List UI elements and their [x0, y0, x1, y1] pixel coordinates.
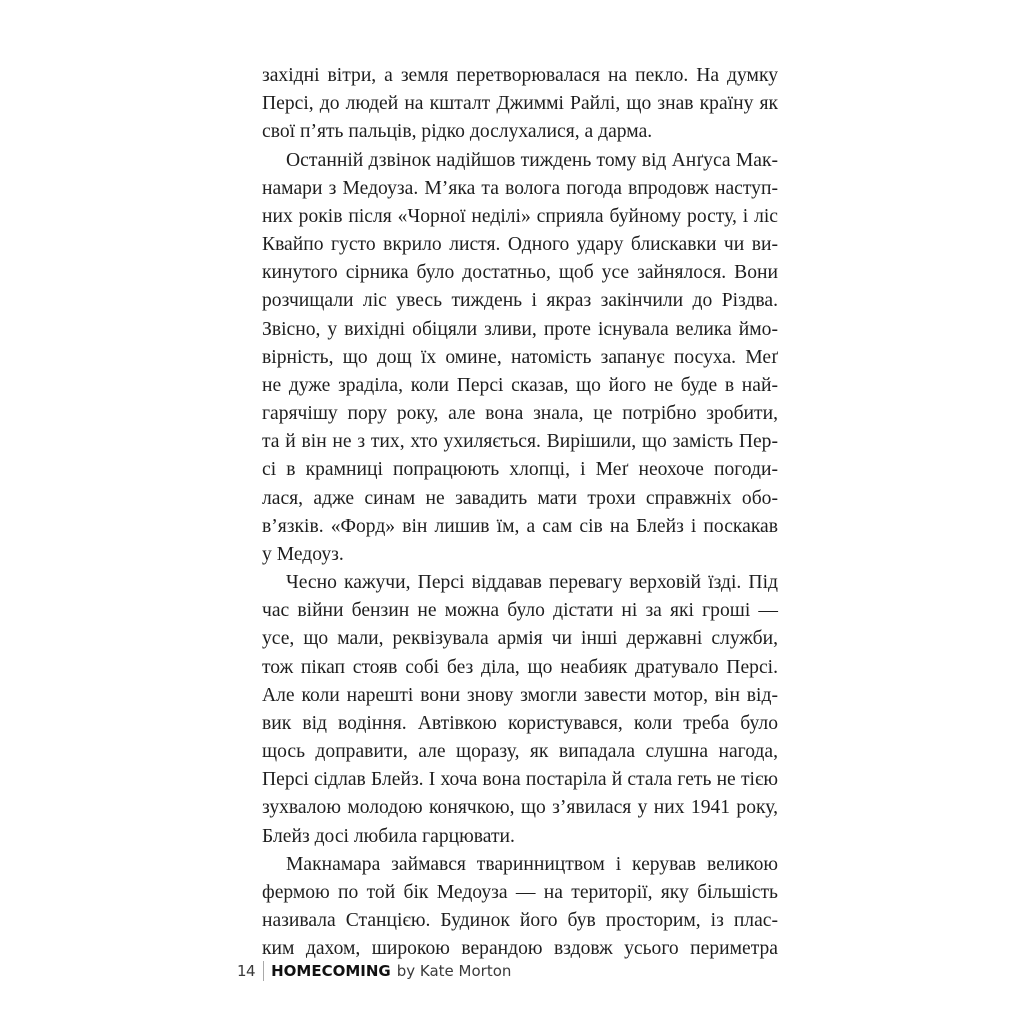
text-line: свої п’ять пальців, рідко дослухалися, а дарма. [262, 121, 653, 143]
text-line: розчищали ліс увесь тиждень і якраз закінчили до Різдва. [262, 290, 778, 312]
text-line: час війни бензин не можна було дістати ні за які гроші — [262, 600, 778, 622]
text-line: тож пікап стояв собі без діла, що неабияк дратувало Персі. [262, 656, 778, 678]
body-text [262, 62, 778, 964]
text-line: Макнамара займався тваринництвом і керував великою [286, 853, 778, 875]
text-line: в’язків. «Форд» він лишив їм, а сам сів на Блейз і поскакав [262, 515, 778, 537]
text-line: називала Станцією. Будинок його був просторим, із плас- [262, 910, 778, 932]
text-line: лася, адже синам не завадить мати трохи справжніх обо- [262, 487, 778, 509]
text-line: Квайпо густо вкрило листя. Одного удару блискавки чи ви- [262, 234, 778, 256]
book-title: HOMECOMING [271, 962, 391, 980]
text-line: намари з Медоуза. М’яка та волога погода впродовж наступ- [262, 177, 778, 199]
text-line: ким дахом, широкою верандою вздовж усього периметра [262, 938, 778, 960]
text-line: Останній дзвінок надійшов тиждень тому від Анґуса Мак- [286, 149, 778, 171]
text-line: кинутого сірника було достатньо, щоб усе зайнялося. Вони [262, 262, 778, 284]
text-line: Але коли нарешті вони знову змогли завести мотор, він від- [262, 684, 778, 706]
text-line: них років після «Чорної неділі» сприяла буйному росту, і ліс [262, 205, 778, 227]
text-line: західні вітри, а земля перетворювалася на пекло. На думку [262, 65, 778, 86]
text-line: Звісно, у вихідні обіцяли зливи, проте існувала велика ймо- [262, 318, 778, 340]
text-line: фермою по той бік Медоуза — на території, яку більшість [262, 881, 778, 903]
footer-divider [263, 961, 264, 981]
text-line: щось доправити, але щоразу, як випадала слушна нагода, [262, 741, 778, 763]
text-line: усе, що мали, реквізувала армія чи інші державні служби, [262, 628, 778, 650]
text-line: вірність, що дощ їх омине, натомість запанує посуха. Меґ [262, 346, 778, 368]
text-line: гарячішу пору року, але вона знала, це потрібно зробити, [262, 403, 778, 425]
text-line: у Медоуз. [262, 543, 344, 565]
text-line: сі в крамниці попрацюють хлопці, і Меґ неохоче погоди- [262, 459, 778, 481]
text-line: Блейз досі любила гарцювати. [262, 825, 515, 847]
author-byline: by Kate Morton [396, 962, 512, 980]
text-line: Персі сідлав Блейз. І хоча вона постаріла й стала геть не тією [262, 769, 778, 791]
page-number: 14 [237, 962, 256, 980]
text-line: не дуже зраділа, коли Персі сказав, що його не буде в най- [262, 374, 778, 396]
text-line: Персі, до людей на кшталт Джиммі Райлі, що знав країну як [262, 93, 778, 115]
text-line: Чесно кажучи, Персі віддавав перевагу верховій їзді. Під [286, 572, 778, 594]
text-line: та й він не з тих, хто ухиляється. Вирішили, що замість Пер- [262, 431, 778, 453]
text-line: зухвалою молодою конячкою, що з’явилася у них 1941 року, [262, 797, 778, 819]
text-line: вик від водіння. Автівкою користувався, коли треба було [262, 712, 778, 734]
page-footer [237, 960, 511, 982]
